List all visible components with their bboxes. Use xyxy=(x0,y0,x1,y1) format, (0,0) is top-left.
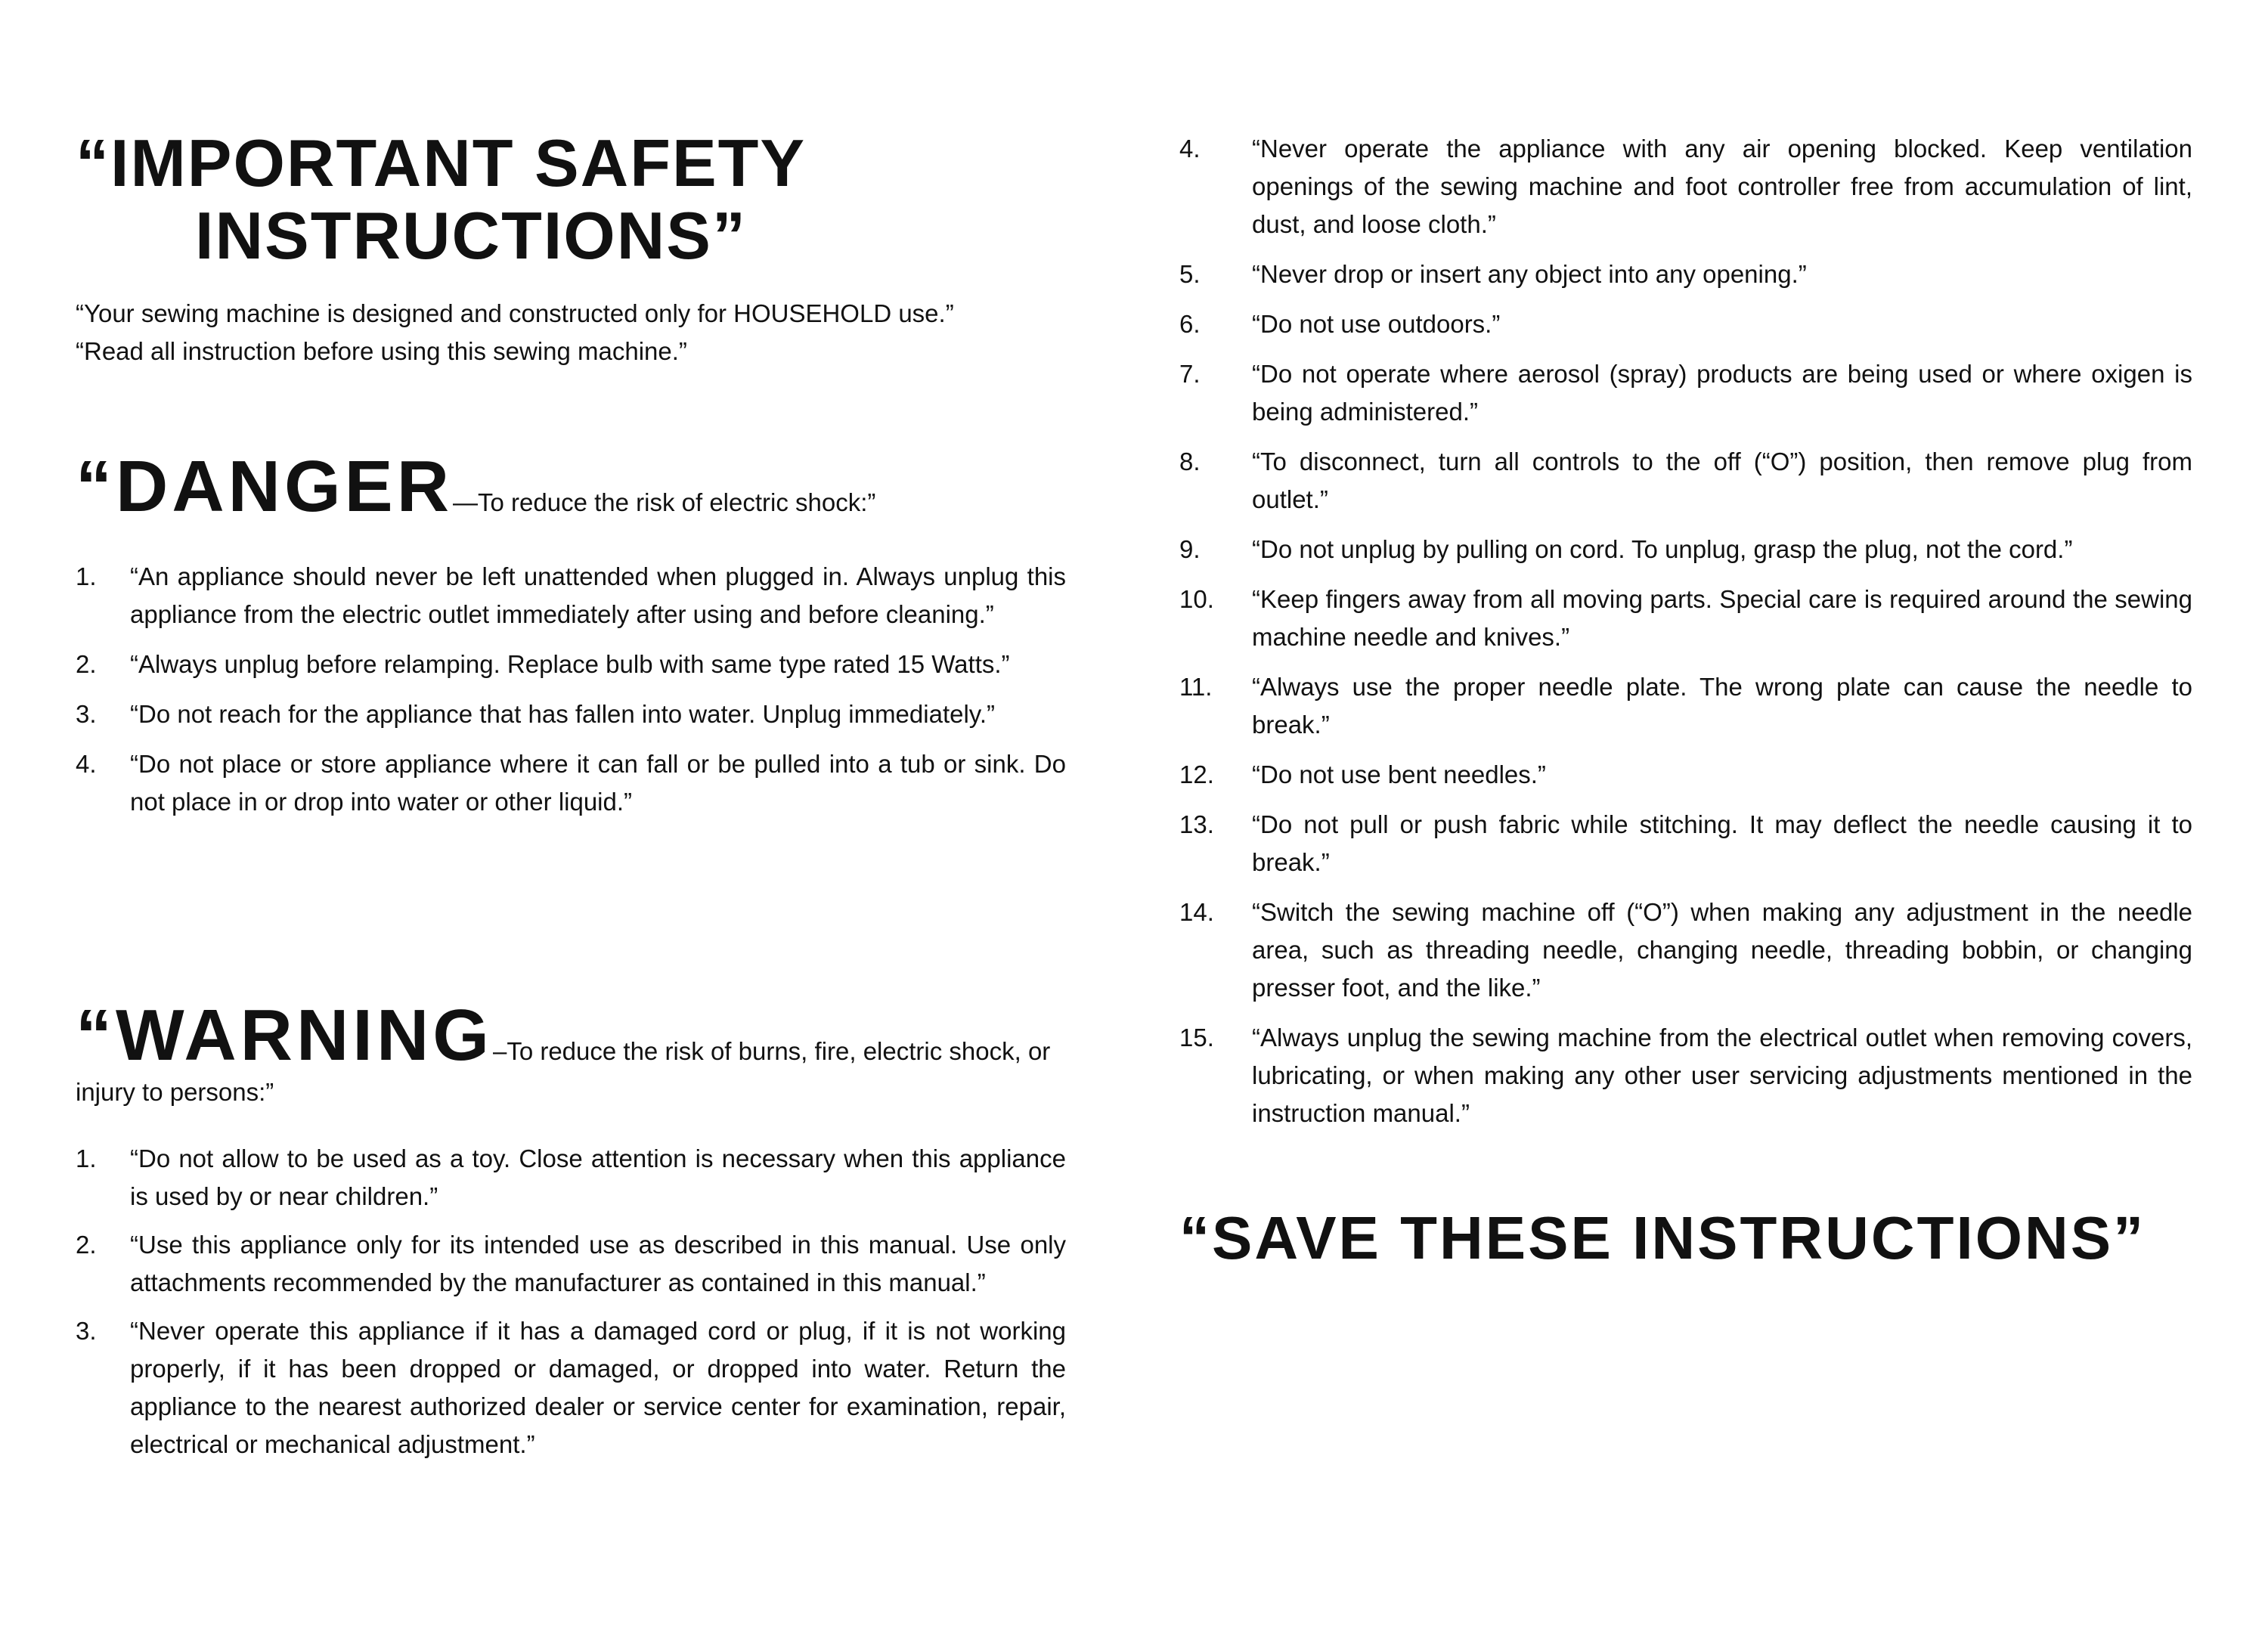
item-text: “To disconnect, turn all controls to the off (“O”) position, then remove plug from outlet.” xyxy=(1252,448,2192,513)
item-number: 4. xyxy=(76,750,97,778)
item-number: 8. xyxy=(1179,448,1201,475)
item-number: 3. xyxy=(76,1317,97,1345)
list-item xyxy=(1179,355,2192,431)
item-number: 4. xyxy=(1179,135,1201,163)
list-item xyxy=(1179,1019,2192,1132)
item-number: 10. xyxy=(1179,585,1214,613)
list-item xyxy=(1179,305,2192,343)
warning-list xyxy=(76,1140,1066,1474)
item-text: “Always unplug before relamping. Replace bulb with same type rated 15 Watts.” xyxy=(130,650,1010,678)
item-number: 12. xyxy=(1179,760,1214,788)
list-item xyxy=(76,1312,1066,1463)
list-item xyxy=(76,695,1066,733)
list-item xyxy=(76,745,1066,821)
item-number: 1. xyxy=(76,562,97,590)
danger-subheading: —To reduce the risk of electric shock:” xyxy=(453,488,876,516)
item-text: “Do not reach for the appliance that has fallen into water. Unplug immediately.” xyxy=(130,700,996,728)
intro-household-use: “Your sewing machine is designed and constructed only for HOUSEHOLD use.” xyxy=(76,299,954,327)
item-text: “Do not operate where aerosol (spray) products are being used or where oxigen is being administered.” xyxy=(1252,360,2192,426)
item-number: 6. xyxy=(1179,310,1201,338)
danger-list xyxy=(76,558,1066,833)
item-text: “Use this appliance only for its intended use as described in this manual. Use only attachments recommended by the manufacturer as contained in this manual.” xyxy=(130,1231,1066,1296)
item-number: 7. xyxy=(1179,360,1201,388)
list-item xyxy=(1179,806,2192,881)
item-text: “Switch the sewing machine off (“O”) when making any adjustment in the needle area, such as threading needle, changing needle, threading bobbin, or changing presser foot, and the like.” xyxy=(1252,898,2192,1002)
item-number: 11. xyxy=(1179,673,1213,701)
item-text: “Do not unplug by pulling on cord. To unplug, grasp the plug, not the cord.” xyxy=(1252,535,2073,563)
item-text: “Always use the proper needle plate. The wrong plate can cause the needle to break.” xyxy=(1252,673,2192,739)
item-number: 2. xyxy=(76,650,97,678)
danger-word: “DANGER xyxy=(76,446,454,527)
list-item xyxy=(1179,668,2192,744)
item-text: “Keep fingers away from all moving parts. Special care is required around the sewing machine needle and knives.” xyxy=(1252,585,2192,651)
item-number: 9. xyxy=(1179,535,1201,563)
warning-subheading: –To reduce the risk of burns, fire, electric shock, or injury to persons:” xyxy=(76,1037,1051,1106)
item-text: “Do not pull or push fabric while stitching. It may deflect the needle causing it to break.” xyxy=(1252,810,2192,876)
danger-heading xyxy=(76,446,1074,527)
page-title xyxy=(76,127,862,272)
list-item xyxy=(1179,256,2192,293)
title-line-2: INSTRUCTIONS” xyxy=(195,198,747,273)
list-item xyxy=(76,558,1066,633)
list-item xyxy=(1179,443,2192,519)
item-number: 2. xyxy=(76,1231,97,1259)
warning-word: “WARNING xyxy=(76,995,493,1076)
list-item xyxy=(1179,581,2192,656)
intro-read-instructions: “Read all instruction before using this sewing machine.” xyxy=(76,337,687,365)
item-text: “Do not use bent needles.” xyxy=(1252,760,1546,788)
list-item xyxy=(76,646,1066,683)
item-text: “Never operate this appliance if it has a damaged cord or plug, if it is not working properly, if it has been dropped or damaged, or dropped into water. Return the appliance to the nearest authorized dealer or service center for examination, repair, electrical or mechanical adjustment.” xyxy=(130,1317,1066,1458)
list-item xyxy=(76,1140,1066,1216)
item-number: 14. xyxy=(1179,898,1214,926)
list-item xyxy=(1179,531,2192,568)
item-number: 3. xyxy=(76,700,97,728)
intro-block xyxy=(76,295,1066,370)
item-number: 1. xyxy=(76,1144,97,1172)
warning-heading xyxy=(76,995,1074,1111)
item-text: “Do not place or store appliance where it can fall or be pulled into a tub or sink. Do not place in or drop into water or other liquid.” xyxy=(130,750,1066,816)
list-item xyxy=(76,1226,1066,1302)
item-text: “Never drop or insert any object into any opening.” xyxy=(1252,260,1807,288)
list-item xyxy=(1179,894,2192,1007)
title-line-1: “IMPORTANT SAFETY xyxy=(76,125,807,200)
save-instructions-title: “SAVE THESE INSTRUCTIONS” xyxy=(1179,1204,2146,1271)
item-text: “Always unplug the sewing machine from the electrical outlet when removing covers, lubricating, or when making any other user servicing adjustments mentioned in the instruction manual.” xyxy=(1252,1024,2192,1127)
item-text: “Do not allow to be used as a toy. Close attention is necessary when this appliance is used by or near children.” xyxy=(130,1144,1066,1210)
item-number: 15. xyxy=(1179,1024,1214,1051)
list-item xyxy=(1179,756,2192,794)
item-number: 13. xyxy=(1179,810,1214,838)
item-number: 5. xyxy=(1179,260,1201,288)
list-item xyxy=(1179,130,2192,243)
warning-list-continued xyxy=(1179,130,2192,1144)
item-text: “Do not use outdoors.” xyxy=(1252,310,1501,338)
item-text: “An appliance should never be left unattended when plugged in. Always unplug this appliance from the electric outlet immediately after using and before cleaning.” xyxy=(130,562,1066,628)
item-text: “Never operate the appliance with any air opening blocked. Keep ventilation openings of the sewing machine and foot controller free from accumulation of lint, dust, and loose cloth.” xyxy=(1252,135,2192,238)
